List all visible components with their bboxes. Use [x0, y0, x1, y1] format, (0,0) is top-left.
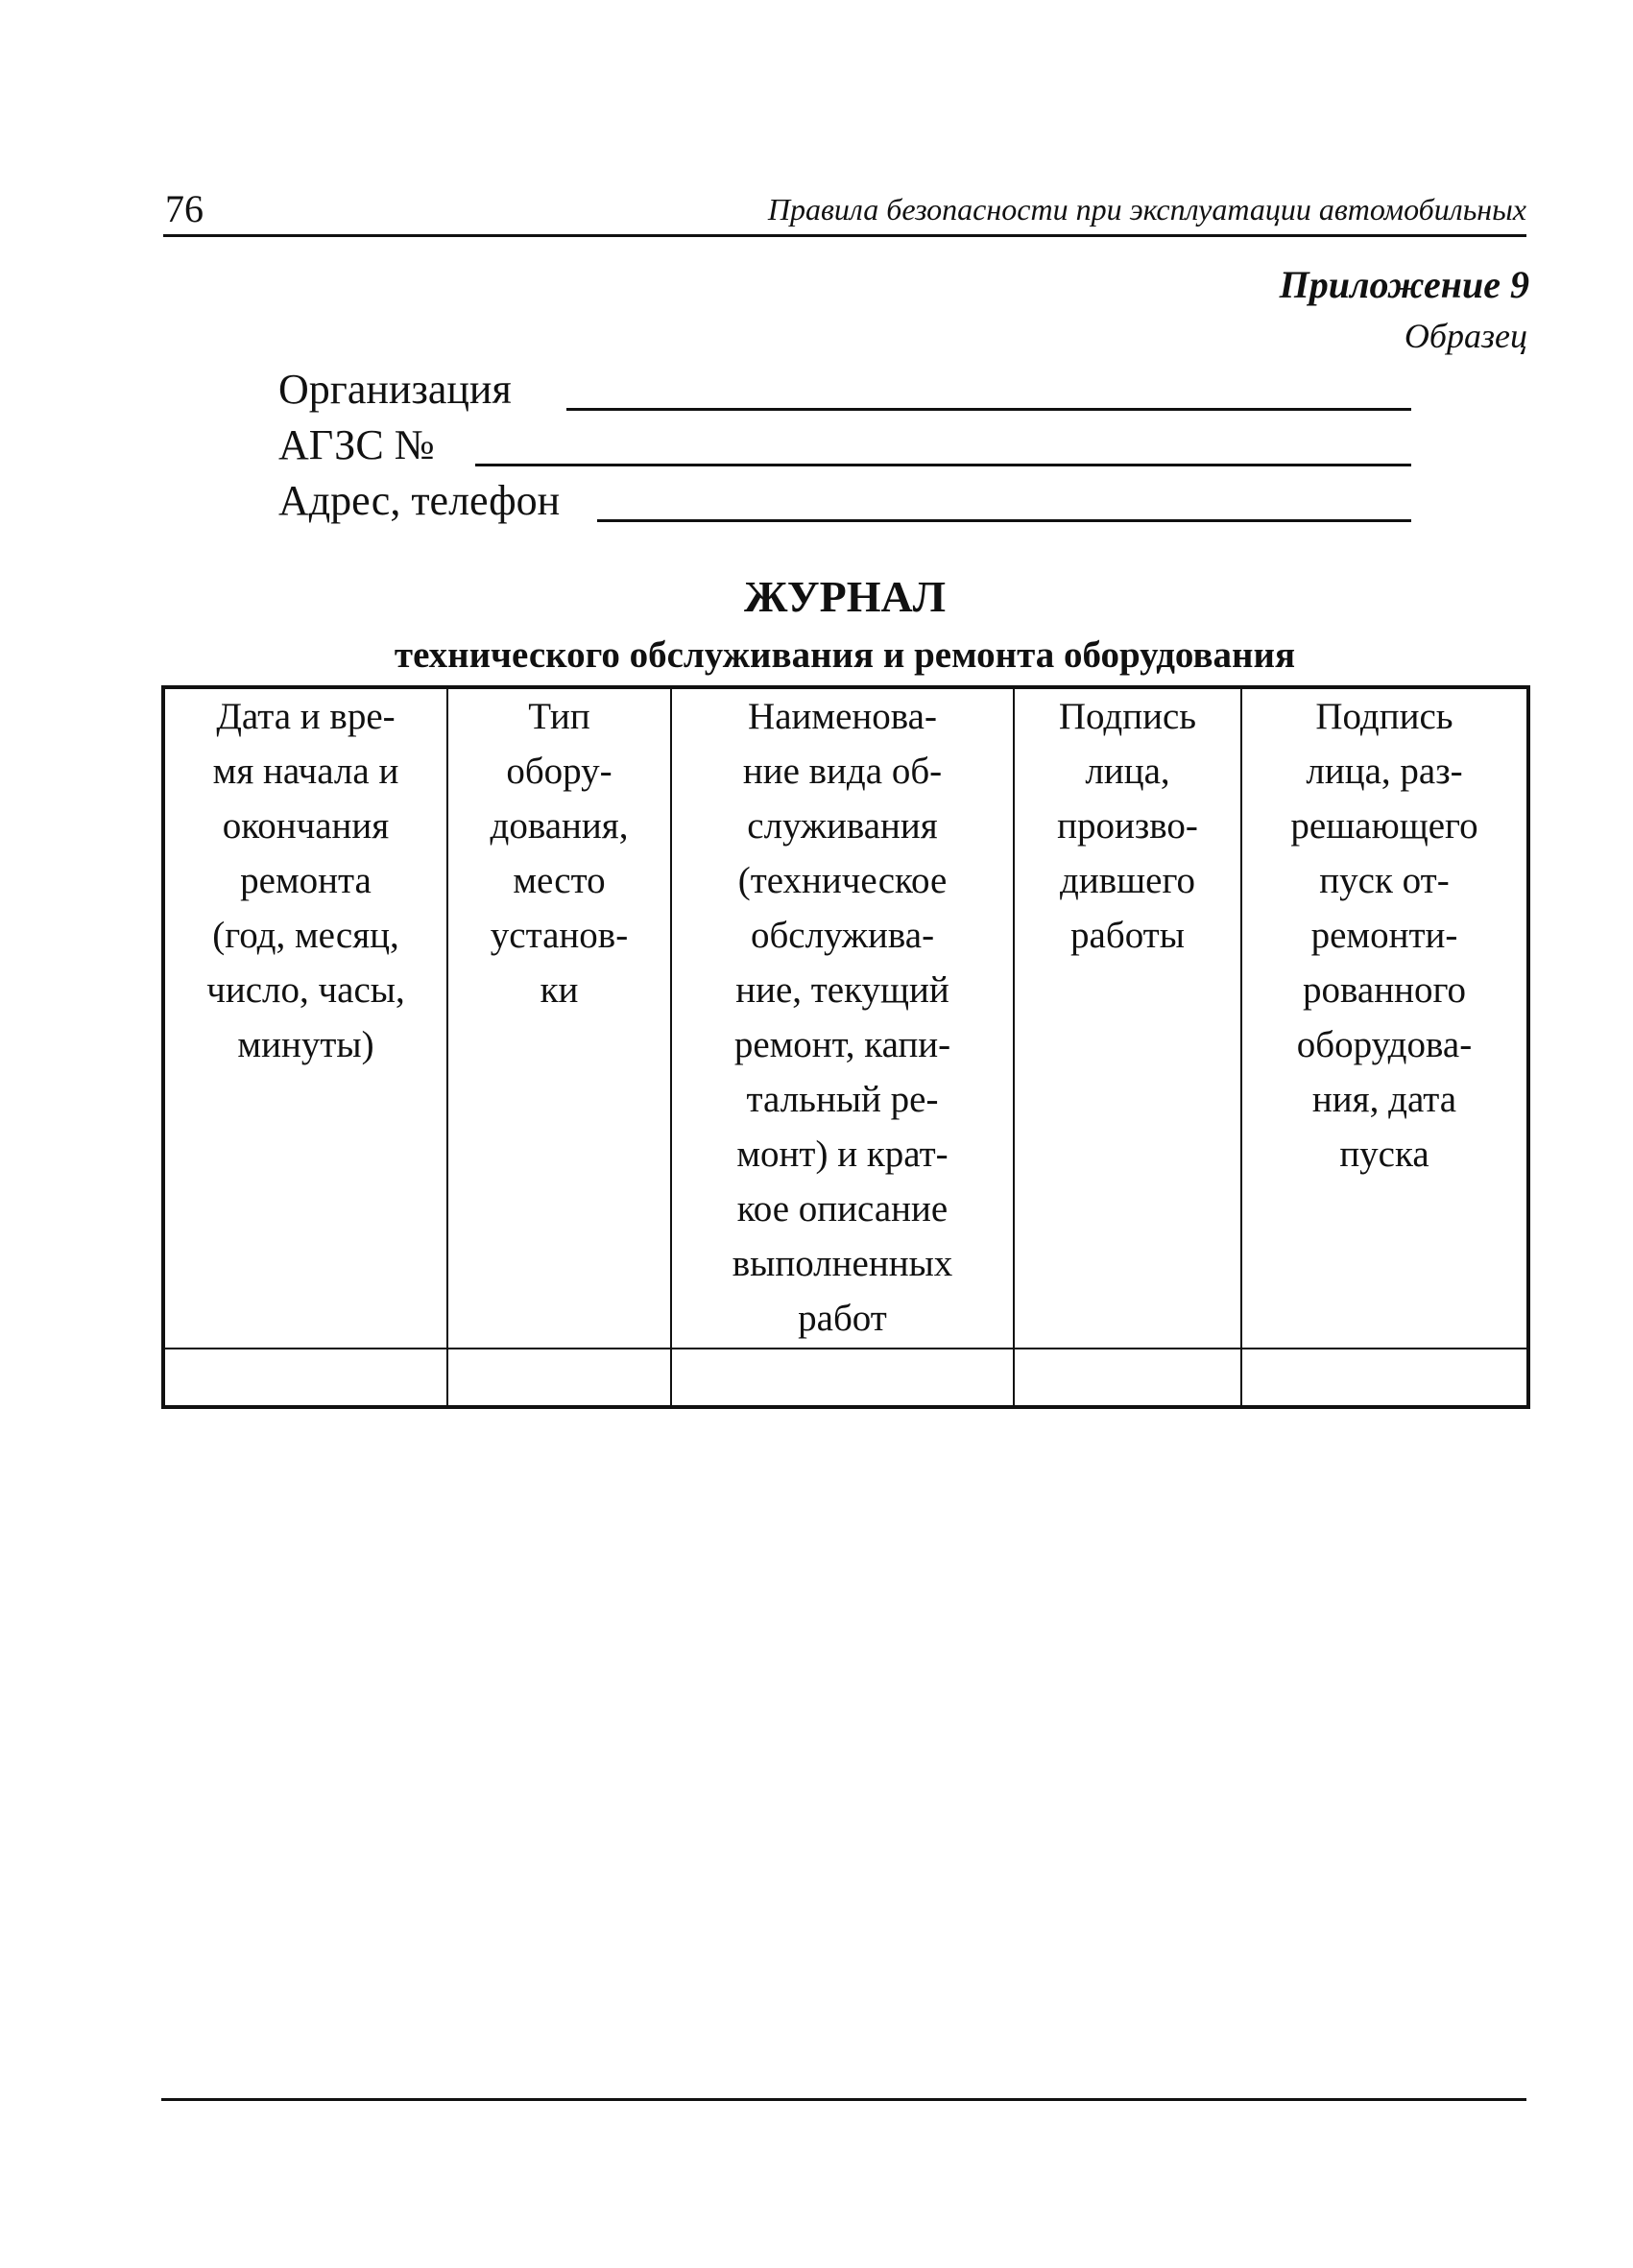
sample-label: Образец: [1404, 317, 1527, 355]
address-phone-field: [278, 474, 1411, 528]
header-cell-equipment-type: Тип обору- дования, место установ- ки: [447, 687, 671, 1349]
organization-label: Организация: [278, 366, 512, 413]
table-row: [163, 1349, 1528, 1407]
organization-blank-line: [566, 408, 1411, 411]
address-phone-label: Адрес, телефон: [278, 477, 561, 524]
header-cell-service-type: Наименова- ние вида об- служивания (техническое обслужива- ние, текущий ремонт, капи- тальный ре- монт) и крат- кое описание выполненных работ: [671, 687, 1014, 1349]
document-subtitle: технического обслуживания и ремонта оборудования: [394, 634, 1296, 676]
header-cell-repair-datetime: Дата и вре- мя начала и окончания ремонта (год, месяц, число, часы, минуты): [163, 687, 447, 1349]
page-number: 76: [165, 187, 204, 230]
station-number-field: [278, 418, 1411, 472]
appendix-label: Приложение 9: [1279, 263, 1529, 306]
station-number-label: АГЗС №: [278, 421, 435, 468]
table-cell[interactable]: [1014, 1349, 1241, 1407]
organization-field: [278, 363, 1411, 417]
header-cell-approver-signature: Подпись лица, раз- решающего пуск от- ремонти- рованного оборудова- ния, дата пуска: [1241, 687, 1528, 1349]
document-title: ЖУРНАЛ: [744, 572, 946, 621]
header-cell-performer-signature: Подпись лица, произво- дившего работы: [1014, 687, 1241, 1349]
page-header: [163, 184, 1526, 237]
table-cell[interactable]: [1241, 1349, 1528, 1407]
table-cell[interactable]: [163, 1349, 447, 1407]
station-number-blank-line: [475, 464, 1411, 466]
journal-table: [161, 685, 1530, 1409]
address-phone-blank-line: [597, 519, 1411, 522]
running-title: Правила безопасности при эксплуатации автомобильных: [767, 192, 1526, 227]
table-cell[interactable]: [447, 1349, 671, 1407]
table-header-row: [163, 687, 1528, 1349]
table-cell[interactable]: [671, 1349, 1014, 1407]
footer-rule: [161, 2098, 1526, 2101]
